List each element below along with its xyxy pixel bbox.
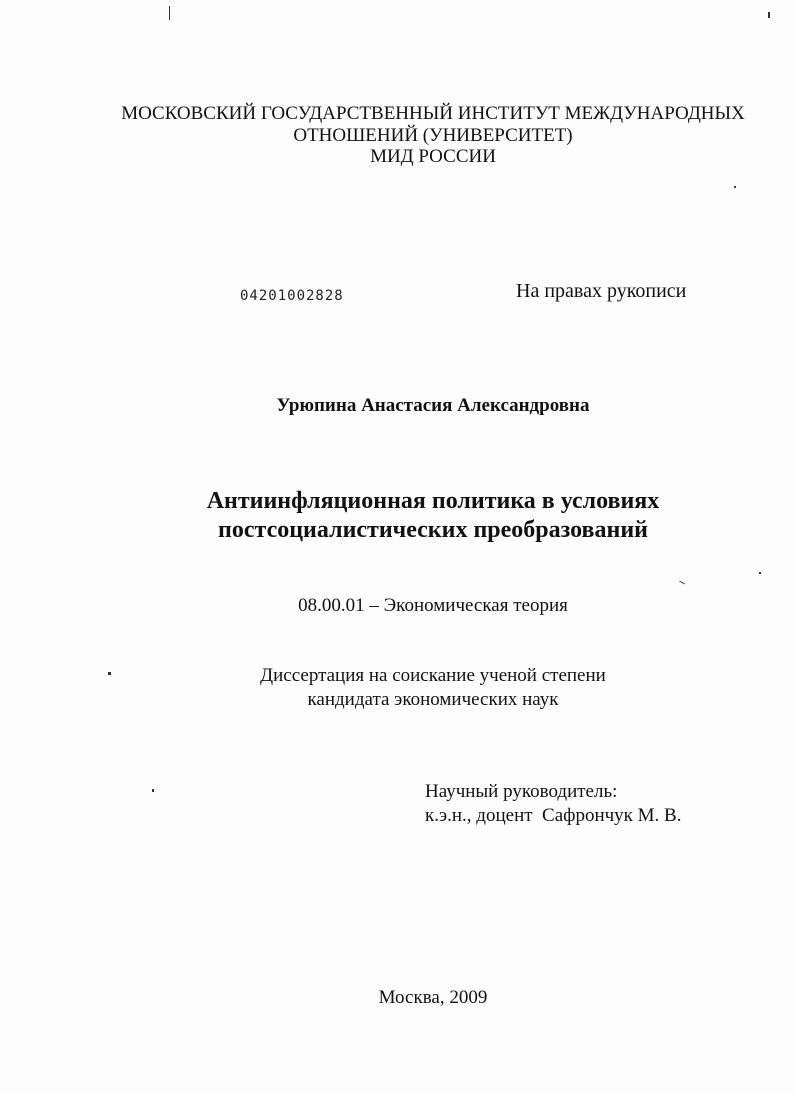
dissertation-title-line-2: постсоциалистических преобразований <box>218 517 648 543</box>
dissertation-title-line-1: Антиинфляционная политика в условиях <box>206 488 660 514</box>
scan-mark-left-2 <box>152 789 154 792</box>
supervisor-name: к.э.н., доцент Сафрончук М. В. <box>425 805 682 826</box>
city-year: Москва, 2009 <box>378 987 488 1008</box>
specialty-code: 08.00.01 – Экономическая теория <box>298 595 568 616</box>
degree-line-2: кандидата экономических наук <box>307 689 559 710</box>
scan-mark-right <box>734 186 736 188</box>
supervisor-label: Научный руководитель: <box>425 781 618 802</box>
document-number: 04201002828 <box>240 288 344 304</box>
rights-notice: На правах рукописи <box>516 280 687 302</box>
institution-line-2: ОТНОШЕНИЙ (УНИВЕРСИТЕТ) <box>293 125 573 146</box>
scan-mark-right-3 <box>759 572 761 574</box>
scan-mark-top <box>169 6 170 20</box>
scan-mark-right-2 <box>679 581 685 585</box>
scan-mark-corner <box>768 12 770 18</box>
author-name: Урюпина Анастасия Александровна <box>276 395 590 416</box>
institution-line-3: МИД РОССИИ <box>370 146 496 167</box>
degree-line-1: Диссертация на соискание ученой степени <box>260 665 606 686</box>
institution-line-1: МОСКОВСКИЙ ГОСУДАРСТВЕННЫЙ ИНСТИТУТ МЕЖДУНАРОДНЫХ <box>121 103 745 124</box>
